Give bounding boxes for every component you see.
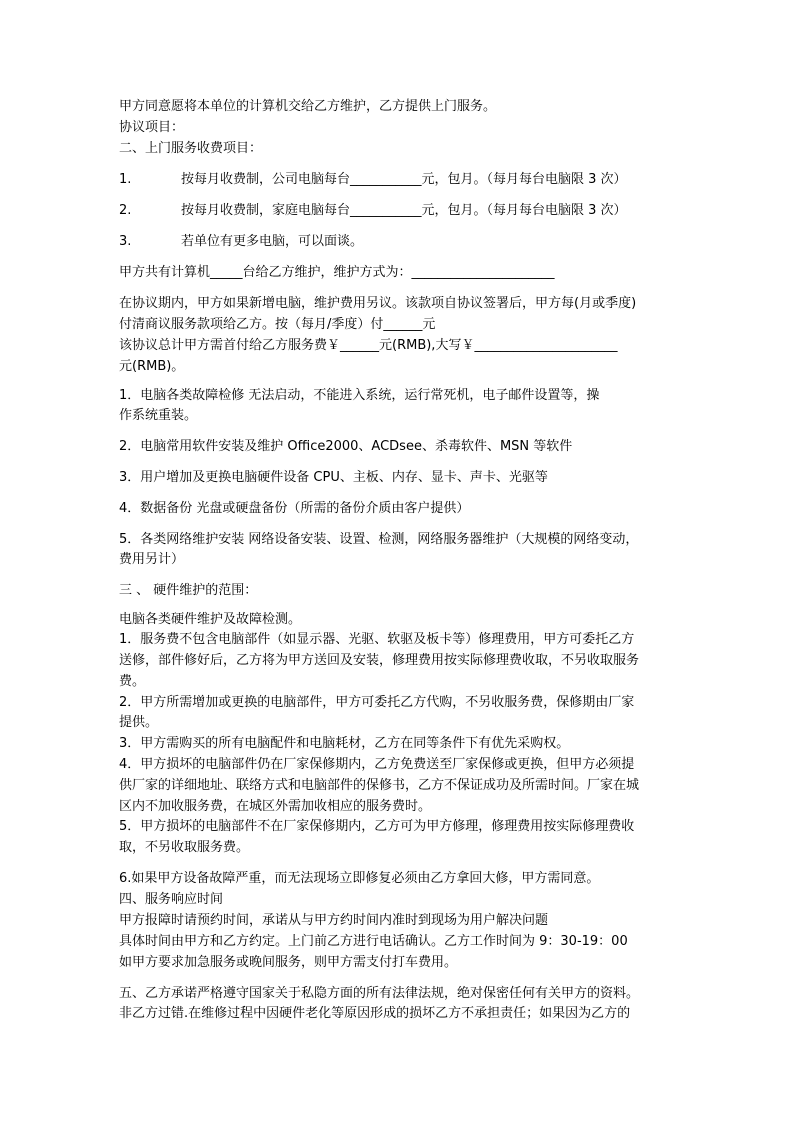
section-heading: 三 、 硬件维护的范围： — [119, 583, 258, 598]
hardware-line: 送修，部件修好后，乙方将为甲方送回及安装，修理费用按实际修理费收取，不另收取服务 — [119, 653, 640, 668]
response-line: 6.如果甲方设备故障严重，而无法现场立即修复必须由乙方拿回大修，甲方需同意。 — [119, 871, 600, 886]
payment-line: 在协议期内，甲方如果新增电脑，维护费用另议。该款项自协议签署后，甲方每(月或季度) — [119, 296, 637, 311]
service-item-cont: 费用另计） — [119, 552, 185, 567]
fee-item-number: 1. — [119, 172, 132, 187]
hardware-line: 3．甲方需购买的所有电脑配件和电脑耗材，乙方在同等条件下有优先采购权。 — [119, 736, 570, 751]
fee-item-text: 按每月收费制，公司电脑每台___________元，包月。（每月每台电脑限 3 次） — [181, 172, 627, 187]
service-item: 5．各类网络维护安装 网络设备安装、设置、检测，网络服务器维护（大规模的网络变动， — [119, 532, 639, 547]
response-line: 具体时间由甲方和乙方约定。上门前乙方进行电话确认。乙方工作时间为 9：30-19：00 — [119, 934, 628, 949]
privacy-line: 非乙方过错.在维修过程中因硬件老化等原因形成的损坏乙方不承担责任；如果因为乙方的 — [119, 1006, 631, 1021]
hardware-line: 供厂家的详细地址、联络方式和电脑部件的保修书，乙方不保证成功及所需时间。厂家在城 — [119, 778, 640, 793]
service-item: 1．电脑各类故障检修 无法启动，不能进入系统，运行常死机，电子邮件设置等，操 — [119, 388, 600, 403]
hardware-line: 1．服务费不包含电脑部件（如显示器、光驱、软驱及板卡等）修理费用，甲方可委托乙方 — [119, 632, 635, 647]
response-line: 如甲方要求加急服务或晚间服务，则甲方需支付打车费用。 — [119, 955, 458, 970]
fee-item — [119, 172, 627, 188]
section-heading: 二、上门服务收费项目： — [119, 141, 263, 156]
privacy-line: 五、乙方承诺严格遵守国家关于私隐方面的所有法律法规，绝对保密任何有关甲方的资料。 — [119, 986, 640, 1001]
fee-item-number: 3. — [119, 234, 132, 249]
service-item-cont: 作系统重装。 — [119, 408, 198, 423]
payment-line: 付清商议服务款项给乙方。按（每月/季度）付______元 — [119, 317, 436, 332]
fee-item — [119, 203, 627, 219]
hardware-line: 2．甲方所需增加或更换的电脑部件，甲方可委托乙方代购，不另收服务费，保修期由厂家 — [119, 695, 635, 710]
hardware-line: 4．甲方损坏的电脑部件仍在厂家保修期内，乙方免费送至厂家保修或更换，但甲方必须提 — [119, 757, 635, 772]
section-heading: 四、服务响应时间 — [119, 892, 224, 907]
hardware-line: 5．甲方损坏的电脑部件不在厂家保修期内，乙方可为甲方修理，修理费用按实际修理费收 — [119, 819, 635, 834]
hardware-line: 费。 — [119, 674, 146, 689]
intro-line: 甲方同意愿将本单位的计算机交给乙方维护，乙方提供上门服务。 — [119, 99, 497, 114]
fee-item-text: 按每月收费制，家庭电脑每台___________元，包月。（每月每台电脑限 3 次） — [181, 203, 627, 218]
service-item: 2．电脑常用软件安装及维护 Office2000、ACDsee、杀毒软件、MSN 等软件 — [119, 439, 573, 454]
fee-item-number: 2. — [119, 203, 132, 218]
hardware-line: 提供。 — [119, 715, 159, 730]
payment-line: 该协议总计甲方需首付给乙方服务费￥______元(RMB),大写￥______________________ — [119, 338, 618, 353]
hardware-line: 区内不加收服务费，在城区外需加收相应的服务费时。 — [119, 799, 432, 814]
computers-line: 甲方共有计算机_____台给乙方维护，维护方式为：______________________ — [119, 265, 555, 280]
fee-item-text: 若单位有更多电脑，可以面谈。 — [181, 234, 364, 249]
service-item: 4．数据备份 光盘或硬盘备份（所需的备份介质由客户提供） — [119, 501, 470, 516]
hardware-line: 电脑各类硬件维护及故障检测。 — [119, 612, 302, 627]
payment-line: 元(RMB)。 — [119, 359, 185, 374]
service-item: 3．用户增加及更换电脑硬件设备 CPU、主板、内存、显卡、声卡、光驱等 — [119, 470, 548, 485]
hardware-line: 取，不另收取服务费。 — [119, 840, 250, 855]
intro-line: 协议项目： — [119, 120, 185, 135]
response-line: 甲方报障时请预约时间，承诺从与甲方约时间内准时到现场为用户解决问题 — [119, 913, 549, 928]
fee-item — [119, 234, 363, 250]
